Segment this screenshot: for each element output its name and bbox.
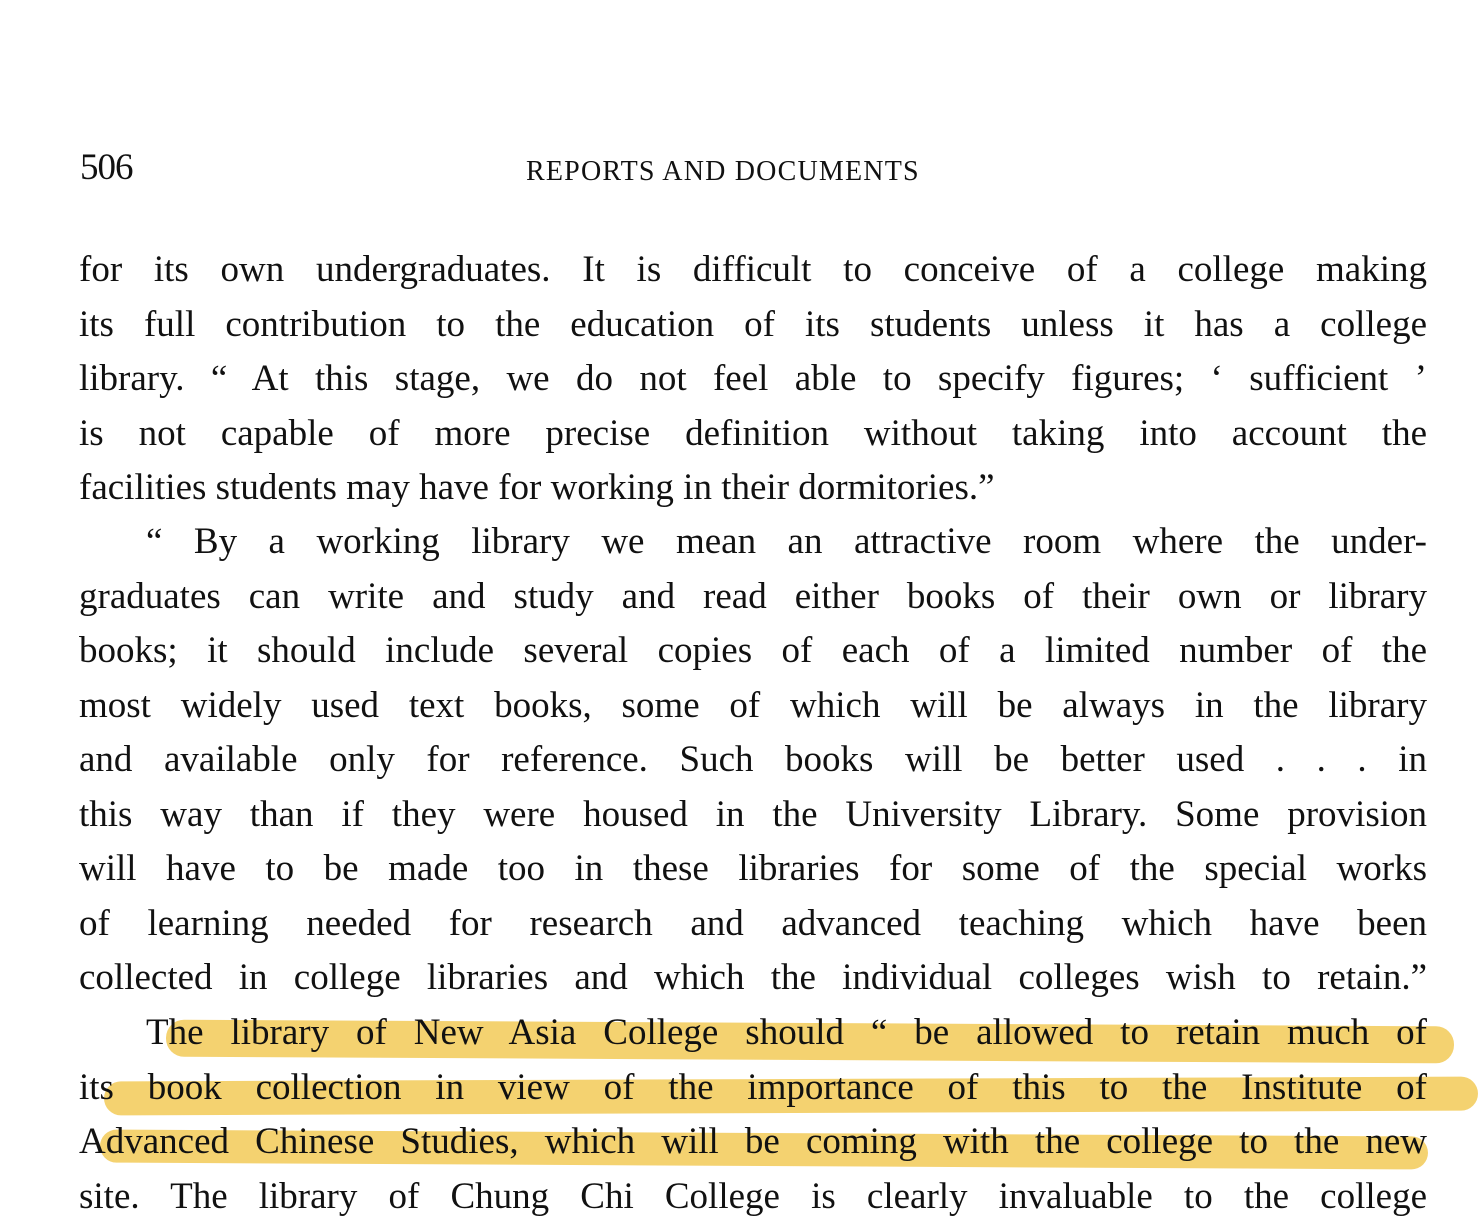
text-line: its book collection in view of the importance of this to the Institute of: [79, 1066, 1427, 1108]
text-line: of learning needed for research and advanced teaching which have been: [79, 902, 1427, 944]
text-line: “ By a working library we mean an attractive room where the under-: [146, 521, 1427, 562]
paragraph: [79, 1006, 1427, 1224]
text-line: site. The library of Chung Chi College is clearly invaluable to the college: [79, 1175, 1427, 1217]
text-line: graduates can write and study and read either books of their own or library: [79, 575, 1427, 617]
text-line: facilities students may have for working in their dormitories.”: [79, 467, 995, 508]
text-line: collected in college libraries and which the individual colleges wish to retain.”: [79, 957, 1427, 998]
text-line: books; it should include several copies of each of a limited number of the: [79, 630, 1427, 671]
text-line: its full contribution to the education of its students unless it has a college: [79, 303, 1427, 345]
text-line: will have to be made too in these libraries for some of the special works: [79, 848, 1427, 889]
text-line: most widely used text books, some of which will be always in the library: [79, 684, 1427, 726]
text-line: Advanced Chinese Studies, which will be coming with the college to the new: [79, 1121, 1427, 1162]
text-line: and available only for reference. Such books will be better used . . . in: [79, 739, 1427, 780]
text-line: library. “ At this stage, we do not feel able to specify figures; ‘ sufficient ’: [79, 358, 1427, 399]
text-line: is not capable of more precise definition without taking into account the: [79, 412, 1427, 454]
text-line: The library of New Asia College should “ be allowed to retain much of: [146, 1012, 1427, 1053]
page-number: 506: [80, 147, 133, 188]
text-line: this way than if they were housed in the University Library. Some provision: [79, 793, 1427, 835]
text-line: for its own undergraduates. It is difficult to conceive of a college making: [79, 249, 1427, 290]
paragraph: [79, 243, 1427, 516]
running-head: REPORTS AND DOCUMENTS: [526, 156, 920, 187]
paragraph: [79, 515, 1427, 1006]
